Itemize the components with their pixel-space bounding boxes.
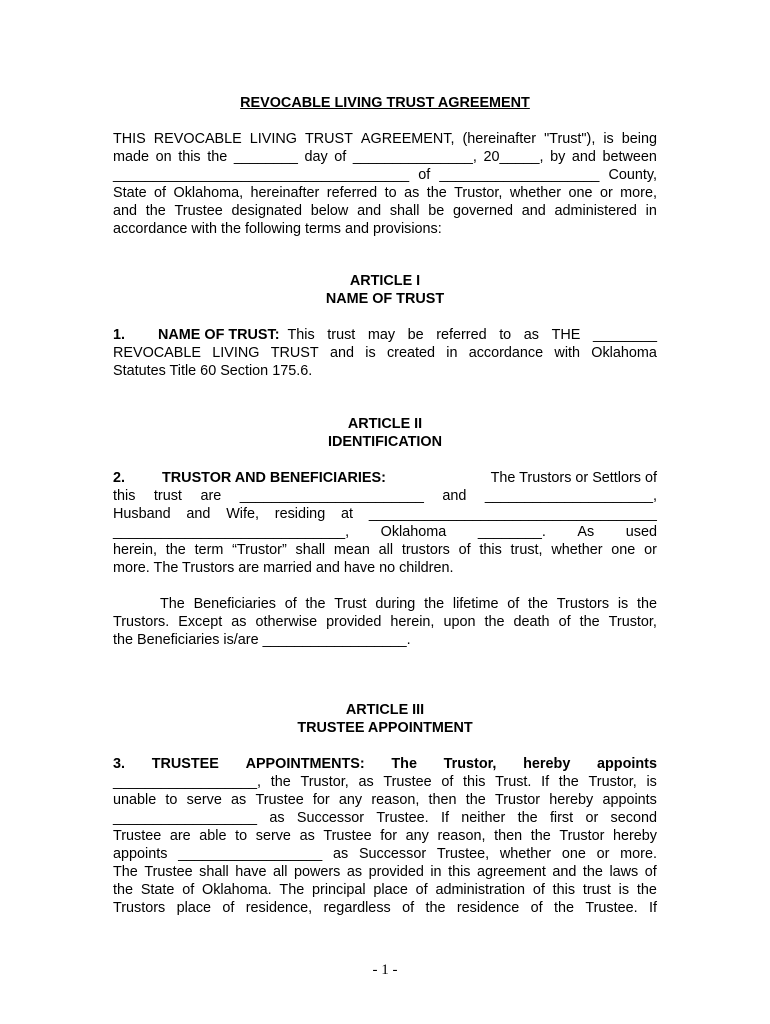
word: “Trustor” [232, 542, 287, 558]
word: the [426, 185, 447, 201]
word: as [231, 792, 247, 808]
word: "Trust"), [544, 131, 596, 147]
word: Trustee [323, 828, 372, 844]
word: this [552, 882, 576, 898]
word: State [140, 882, 175, 898]
word: the [517, 810, 538, 826]
article-3-line-7 [113, 863, 657, 881]
word: the [636, 882, 657, 898]
word: in [430, 864, 442, 880]
word: one [568, 185, 593, 201]
article-2-line-2 [113, 487, 657, 505]
word: the [270, 774, 291, 790]
word: term [194, 542, 224, 558]
article-2-line-4 [113, 523, 657, 541]
word: ____________________ [439, 167, 600, 183]
word: below [310, 203, 349, 219]
word: administration [435, 882, 526, 898]
word: are [169, 828, 191, 844]
word: serve [255, 828, 291, 844]
document-title: REVOCABLE LIVING TRUST AGREEMENT [240, 95, 530, 111]
article-3-heading: ARTICLE III [345, 702, 425, 718]
word: _____________________, [484, 488, 657, 504]
word: State [113, 185, 147, 201]
word: If [541, 774, 550, 790]
word: reason, [437, 828, 486, 844]
word: designated [231, 203, 302, 219]
word: The [391, 756, 417, 772]
word: to [235, 828, 248, 844]
article-2-subheading: IDENTIFICATION [327, 434, 443, 450]
word: appoints [113, 846, 168, 862]
word: is [603, 131, 614, 147]
word: Trustee, [436, 846, 490, 862]
word: at [341, 506, 354, 522]
article-3-line-8 [113, 881, 657, 899]
section-1-label: NAME OF TRUST: [158, 327, 280, 343]
intro-line-3 [113, 166, 657, 184]
word: of [507, 596, 520, 612]
word: Oklahoma, [173, 185, 244, 201]
word: Trustee [174, 203, 223, 219]
word: herein, [390, 614, 435, 630]
article-3-subheading: TRUSTEE APPOINTMENT [297, 720, 473, 736]
word: of [284, 596, 297, 612]
word: unable [113, 792, 157, 808]
word: As [577, 524, 595, 540]
section-2-label: TRUSTOR AND BENEFICIARIES: [162, 470, 386, 486]
word: one [561, 846, 586, 862]
word: or [599, 185, 613, 201]
word: during [375, 596, 416, 612]
word: more. [620, 846, 657, 862]
word: of [441, 774, 454, 790]
word: hereby [549, 792, 594, 808]
word: and [442, 488, 467, 504]
intro-line-2 [113, 148, 657, 166]
word: the [145, 203, 166, 219]
word: any [405, 828, 429, 844]
word: of [222, 900, 235, 916]
word: in [645, 203, 657, 219]
word: trust [327, 327, 356, 343]
word: have [235, 864, 267, 880]
word: the [579, 614, 600, 630]
word: hereby [612, 828, 657, 844]
word: The [160, 596, 185, 612]
word: any [338, 792, 363, 808]
word: first [549, 810, 574, 826]
word: and [357, 203, 382, 219]
word: and [521, 203, 546, 219]
beneficiaries-line-2 [113, 613, 657, 631]
word: THIS [113, 131, 146, 147]
word: created [386, 345, 435, 361]
word: the [636, 596, 657, 612]
word: mean [333, 542, 370, 558]
word: Trustee [113, 828, 162, 844]
word: used [625, 524, 657, 540]
word: otherwise [255, 614, 318, 630]
word: whether [551, 542, 603, 558]
word: LIVING [212, 345, 260, 361]
word: The [113, 864, 138, 880]
word: being [621, 131, 657, 147]
word: of [154, 185, 167, 201]
word: Oklahoma [380, 524, 447, 540]
word: of [402, 900, 415, 916]
article-2-heading: ARTICLE II [347, 416, 423, 432]
word: this [113, 488, 136, 504]
word: able [199, 828, 227, 844]
article-1-line-2 [113, 344, 657, 362]
word: in [446, 345, 458, 361]
word: to [165, 792, 178, 808]
article-3-line-3 [113, 791, 657, 809]
word: Trustee [144, 864, 193, 880]
word: regardless [323, 900, 391, 916]
word: trust [153, 488, 182, 504]
word: one [611, 542, 636, 558]
word: and [113, 203, 138, 219]
word: death [513, 614, 550, 630]
article-1-line-1 [113, 326, 657, 344]
word: governed [452, 203, 513, 219]
word: ________. [477, 524, 546, 540]
word: for [312, 792, 330, 808]
word: lifetime [452, 596, 499, 612]
word: TRUST [304, 131, 353, 147]
word: shall [199, 864, 229, 880]
word: Oklahoma [591, 345, 657, 361]
word: If [648, 900, 657, 916]
article-2-line-5 [113, 541, 657, 559]
article-1-subheading: NAME OF TRUST [325, 291, 445, 307]
word: TRUST [270, 345, 319, 361]
word: Successor [296, 810, 365, 826]
word: ________ [592, 327, 657, 343]
word: is [618, 882, 630, 898]
word: is [646, 774, 657, 790]
word: this [479, 542, 502, 558]
article-2-line-6: more. The Trustors are married and have no children. [113, 560, 454, 576]
word: and [186, 506, 211, 522]
word: referred [436, 327, 487, 343]
word: of [334, 149, 347, 165]
word: as [358, 774, 374, 790]
word: made [113, 149, 149, 165]
word: serve [186, 792, 222, 808]
article-3-line-1 [113, 755, 657, 773]
word: is [365, 345, 376, 361]
word: REVOCABLE [113, 345, 201, 361]
article-3-line-4 [113, 809, 657, 827]
word: as [523, 327, 539, 343]
word: Trustor, [300, 774, 349, 790]
article-3-line-6 [113, 845, 657, 863]
word: THE [551, 327, 581, 343]
word: residence [456, 900, 520, 916]
article-3-line-9 [113, 899, 657, 917]
article-1-heading: ARTICLE I [349, 273, 421, 289]
word: shall [295, 542, 326, 558]
word: Trust. [495, 774, 532, 790]
word: provided [326, 614, 382, 630]
word: the [305, 596, 326, 612]
word: may [367, 327, 396, 343]
word: the [553, 900, 574, 916]
word: neither [461, 810, 506, 826]
word: of [644, 864, 657, 880]
word: whether [499, 846, 552, 862]
word: this [448, 864, 471, 880]
word: of [530, 900, 543, 916]
word: and [552, 864, 577, 880]
word: then [428, 792, 457, 808]
word: administered [554, 203, 637, 219]
word: agreement [477, 864, 546, 880]
word: _______________, [352, 149, 477, 165]
word: APPOINTMENTS: [245, 756, 365, 772]
article-1-line-3: Statutes Title 60 Section 175.6. [113, 363, 313, 379]
section-1-number: 1. [113, 327, 126, 343]
word: or [596, 846, 610, 862]
word: The [279, 882, 305, 898]
word: the [207, 149, 228, 165]
word: be [407, 327, 424, 343]
word: and [571, 149, 596, 165]
intro-line-5 [113, 202, 657, 220]
word: LIVING [249, 131, 297, 147]
word: then [494, 828, 523, 844]
word: appoints [597, 756, 657, 772]
word: the [425, 900, 446, 916]
word: as [299, 828, 315, 844]
section-2-number: 2. [113, 470, 126, 486]
article-3-line-5 [113, 827, 657, 845]
word: trust, [510, 542, 543, 558]
word: If [440, 810, 449, 826]
word: the [528, 596, 549, 612]
word: Beneficiaries [193, 596, 276, 612]
word: Husband [113, 506, 171, 522]
intro-line-4 [113, 184, 657, 202]
word: as [346, 864, 363, 880]
word: _____________________________, [113, 524, 350, 540]
section-1-text [288, 326, 657, 344]
word: Trustee. [585, 900, 638, 916]
word: hereinafter [250, 185, 320, 201]
word: of [532, 882, 545, 898]
word: the [113, 882, 134, 898]
word: 20_____, [483, 149, 544, 165]
word: of [458, 542, 471, 558]
word: the [424, 596, 445, 612]
word: for [380, 828, 398, 844]
word: of [418, 167, 431, 183]
word: as [404, 185, 420, 201]
word: Trustor, [588, 774, 637, 790]
word: this [178, 149, 201, 165]
word: of [558, 614, 571, 630]
word: of [415, 882, 428, 898]
word: to [499, 327, 512, 343]
word: This [287, 327, 315, 343]
word: __________________, [113, 774, 262, 790]
word: trustors [401, 542, 450, 558]
word: REVOCABLE [153, 131, 242, 147]
word: trust [582, 882, 611, 898]
word: Oklahoma. [202, 882, 272, 898]
word: by [550, 149, 566, 165]
word: Trustors [556, 596, 610, 612]
word: hereby [523, 756, 571, 772]
word: the [465, 792, 486, 808]
word: residing [274, 506, 326, 522]
word: Trustors [113, 900, 166, 916]
word: of [182, 882, 195, 898]
word: with [554, 345, 581, 361]
word: more, [620, 185, 657, 201]
word: on [155, 149, 172, 165]
word: and [329, 345, 354, 361]
word: herein, [113, 542, 158, 558]
word: Trustee [383, 774, 432, 790]
word: to [384, 185, 397, 201]
intro-line-6: accordance with the following terms and provisions: [113, 221, 442, 237]
word: Trustor, [443, 756, 497, 772]
word: Except [178, 614, 223, 630]
word: Trustor [559, 828, 605, 844]
word: as [269, 810, 285, 826]
word: 3. [113, 756, 126, 772]
word: as [332, 846, 349, 862]
word: Successor [358, 846, 427, 862]
word: or [644, 542, 657, 558]
article-2-line-1 [113, 469, 657, 487]
word: _______________________ [239, 488, 424, 504]
word: all [378, 542, 394, 558]
word: Trustor [494, 792, 541, 808]
word: the [530, 828, 551, 844]
word: AGREEMENT, [360, 131, 455, 147]
word: as [231, 614, 247, 630]
word: shall [389, 203, 420, 219]
word: be [428, 203, 445, 219]
word: all [273, 864, 288, 880]
article-2-line-3 [113, 505, 657, 523]
word: principal [312, 882, 366, 898]
word: ________ [233, 149, 298, 165]
section-2-text: The Trustors or Settlors of [490, 470, 657, 486]
word: TRUSTEE [151, 756, 219, 772]
word: powers [293, 864, 341, 880]
word: appoints [602, 792, 657, 808]
word: second [610, 810, 657, 826]
intro-line-1 [113, 130, 657, 148]
word: upon [443, 614, 476, 630]
word: __________________ [113, 810, 258, 826]
word: provided [368, 864, 424, 880]
page-number: - 1 - [372, 962, 398, 978]
word: _____________________________________ [113, 167, 410, 183]
word: the [484, 614, 505, 630]
word: residence, [245, 900, 313, 916]
beneficiaries-line-1 [160, 595, 657, 613]
word: referred [326, 185, 378, 201]
word: Trustor, [608, 614, 657, 630]
beneficiaries-line-3: the Beneficiaries is/are __________________. [113, 632, 411, 648]
word: accordance [468, 345, 544, 361]
word: County, [608, 167, 657, 183]
word: place [373, 882, 408, 898]
word: this [463, 774, 486, 790]
word: Wife, [226, 506, 259, 522]
word: day [304, 149, 328, 165]
word: is [617, 596, 629, 612]
word: are [200, 488, 222, 504]
word: the [558, 774, 579, 790]
word: reason, [371, 792, 420, 808]
word: Trustors. [113, 614, 170, 630]
word: (hereinafter [462, 131, 537, 147]
word: Trustee [255, 792, 304, 808]
word: __________________ [178, 846, 323, 862]
word: whether [509, 185, 562, 201]
word: ____________________________________ [368, 506, 657, 522]
word: Trust [334, 596, 367, 612]
word: or [585, 810, 599, 826]
word: the [165, 542, 186, 558]
word: laws [609, 864, 639, 880]
word: Trustee. [376, 810, 429, 826]
word: place [176, 900, 212, 916]
word: Trustor, [454, 185, 503, 201]
article-3-line-2 [113, 773, 657, 791]
word: between [602, 149, 657, 165]
word: the [582, 864, 603, 880]
